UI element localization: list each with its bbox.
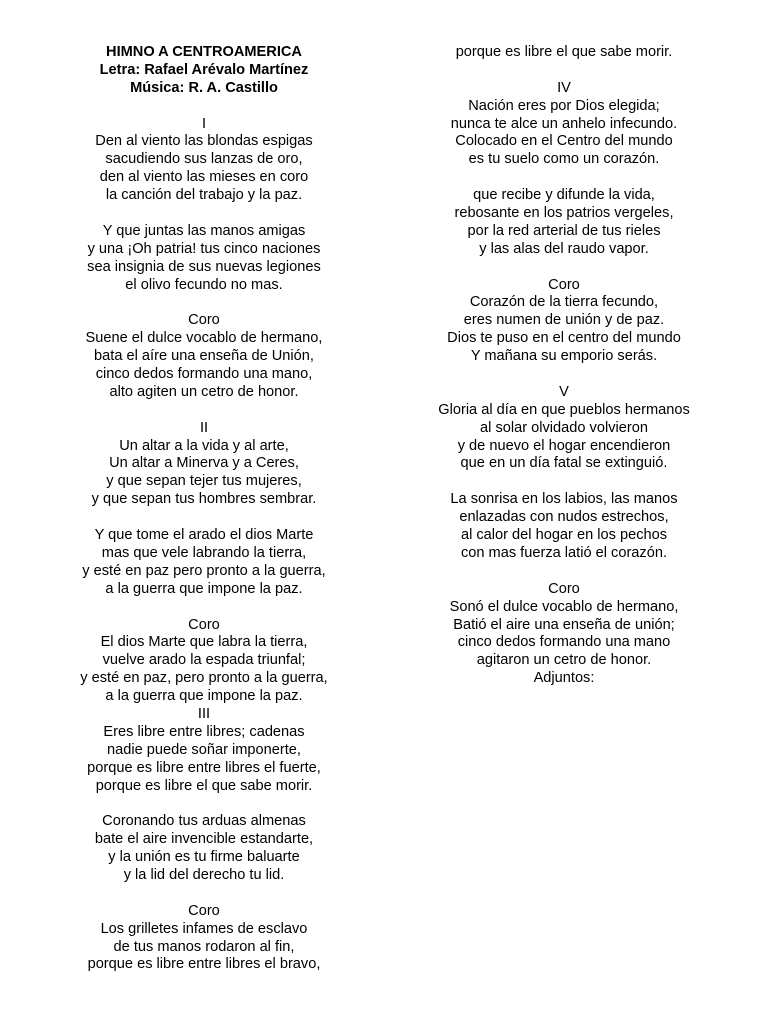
poem-line: por la red arterial de tus rieles: [467, 222, 661, 239]
chorus-heading: Coro: [188, 312, 220, 329]
header-line: Letra: Rafael Arévalo Martínez: [99, 61, 309, 78]
poem-line: Nación eres por Dios elegida;: [468, 97, 660, 114]
stanza-gap: [54, 294, 354, 312]
poem-line: cinco dedos formando una mano: [457, 634, 671, 651]
poem-line: Los grilletes infames de esclavo: [100, 920, 308, 937]
poem-line: rebosante en los patrios vergeles,: [454, 205, 674, 222]
poem-line: den al viento las mieses en coro: [99, 169, 309, 186]
stanza-number: V: [559, 383, 569, 400]
stanza-gap: [414, 366, 714, 384]
header-line: Música: R. A. Castillo: [130, 79, 278, 96]
poem-line: la canción del trabajo y la paz.: [105, 187, 303, 204]
poem-line: bate el aire invencible estandarte,: [94, 831, 314, 848]
stanza-number: III: [197, 705, 211, 722]
chorus-heading: Coro: [548, 580, 580, 597]
poem-line: Y mañana su emporio serás.: [470, 348, 658, 365]
poem-line: y una ¡Oh patria! tus cinco naciones: [87, 240, 321, 257]
poem-line: y la lid del derecho tu lid.: [123, 866, 285, 883]
poem-line: y la unión es tu firme baluarte: [108, 849, 300, 866]
stanza-number: I: [201, 115, 207, 132]
poem-line: y esté en paz pero pronto a la guerra,: [82, 562, 326, 579]
poem-line: Un altar a la vida y al arte,: [119, 437, 289, 454]
poem-line: y las alas del raudo vapor.: [479, 240, 649, 257]
poem-line: a la guerra que impone la paz.: [105, 688, 303, 705]
stanza-number: IV: [557, 79, 571, 96]
stanza-gap: [414, 62, 714, 80]
poem-line: y que sepan tejer tus mujeres,: [106, 473, 302, 490]
chorus-heading: Coro: [188, 616, 220, 633]
chorus-heading: Coro: [548, 276, 580, 293]
poem-line: Y que tome el arado el dios Marte: [94, 527, 314, 544]
poem-line: es tu suelo como un corazón.: [468, 151, 660, 168]
poem-line: enlazadas con nudos estrechos,: [459, 509, 669, 526]
poem-line: que en un día fatal se extinguió.: [460, 455, 668, 472]
poem-line: agitaron un cetro de honor.: [476, 652, 652, 669]
poem-line: sacudiendo sus lanzas de oro,: [105, 151, 303, 168]
poem-line: porque es libre el que sabe morir.: [455, 44, 673, 60]
poem-line: nadie puede soñar imponerte,: [107, 741, 301, 758]
poem-line: El dios Marte que labra la tierra,: [100, 634, 308, 651]
poem-line: Gloria al día en que pueblos hermanos: [438, 401, 690, 418]
poem-line: Dios te puso en el centro del mundo: [447, 330, 681, 347]
poem-line: Sonó el dulce vocablo de hermano,: [449, 598, 679, 615]
poem-line: porque es libre el que sabe morir.: [95, 777, 313, 794]
chorus-heading: Coro: [188, 902, 220, 919]
stanza-gap: [54, 795, 354, 813]
poem-line: mas que vele labrando la tierra,: [101, 544, 307, 561]
poem-line: vuelve arado la espada triunfal;: [102, 652, 306, 669]
poem-line: Un altar a Minerva y a Ceres,: [109, 455, 299, 472]
left-column: [54, 44, 354, 974]
poem-line: bata el aíre una enseña de Unión,: [94, 348, 314, 365]
poem-line: que recibe y difunde la vida,: [473, 187, 655, 204]
poem-line: Corazón de la tierra fecundo,: [469, 294, 659, 311]
stanza-gap: [414, 563, 714, 581]
poem-line: y esté en paz, pero pronto a la guerra,: [80, 670, 328, 687]
poem-line: a la guerra que impone la paz.: [105, 580, 303, 597]
stanza-gap: [54, 885, 354, 903]
poem-line: nunca te alce un anhelo infecundo.: [450, 115, 678, 132]
poem-line: al solar olvidado volvieron: [480, 419, 648, 436]
stanza-number: II: [199, 419, 209, 436]
poem-line: el olivo fecundo no mas.: [125, 276, 283, 293]
poem-line: eres numen de unión y de paz.: [463, 312, 665, 329]
poem-line: Y que juntas las manos amigas: [102, 222, 306, 239]
poem-line: Suene el dulce vocablo de hermano,: [85, 330, 323, 347]
right-column: [414, 44, 714, 688]
stanza-gap: [414, 473, 714, 491]
poem-line: La sonrisa en los labios, las manos: [450, 491, 678, 508]
poem-line: sea insignia de sus nuevas legiones: [87, 258, 321, 275]
stanza-gap: [414, 259, 714, 277]
poem-line: porque es libre entre libres el fuerte,: [87, 759, 321, 776]
poem-line: al calor del hogar en los pechos: [460, 527, 668, 544]
poem-line: alto agiten un cetro de honor.: [109, 383, 299, 400]
poem-line: Coronando tus arduas almenas: [102, 813, 306, 830]
stanza-gap: [414, 169, 714, 187]
stanza-gap: [54, 509, 354, 527]
attachments-label: Adjuntos:: [533, 670, 595, 687]
poem-line: y que sepan tus hombres sembrar.: [91, 491, 317, 508]
stanza-gap: [54, 599, 354, 617]
poem-line: con mas fuerza latió el corazón.: [460, 544, 668, 561]
poem-line: Batió el aire una enseña de unión;: [453, 616, 675, 633]
poem-line: de tus manos rodaron al fin,: [113, 938, 295, 955]
poem-line: Den al viento las blondas espigas: [95, 133, 313, 150]
stanza-gap: [54, 98, 354, 116]
stanza-gap: [54, 402, 354, 420]
poem-line: y de nuevo el hogar encendieron: [457, 437, 671, 454]
header-line: HIMNO A CENTROAMERICA: [106, 44, 302, 60]
stanza-gap: [54, 205, 354, 223]
poem-line: Eres libre entre libres; cadenas: [103, 723, 305, 740]
poem-line: cinco dedos formando una mano,: [95, 366, 313, 383]
poem-line: porque es libre entre libres el bravo,: [87, 956, 321, 973]
poem-line: Colocado en el Centro del mundo: [455, 133, 673, 150]
